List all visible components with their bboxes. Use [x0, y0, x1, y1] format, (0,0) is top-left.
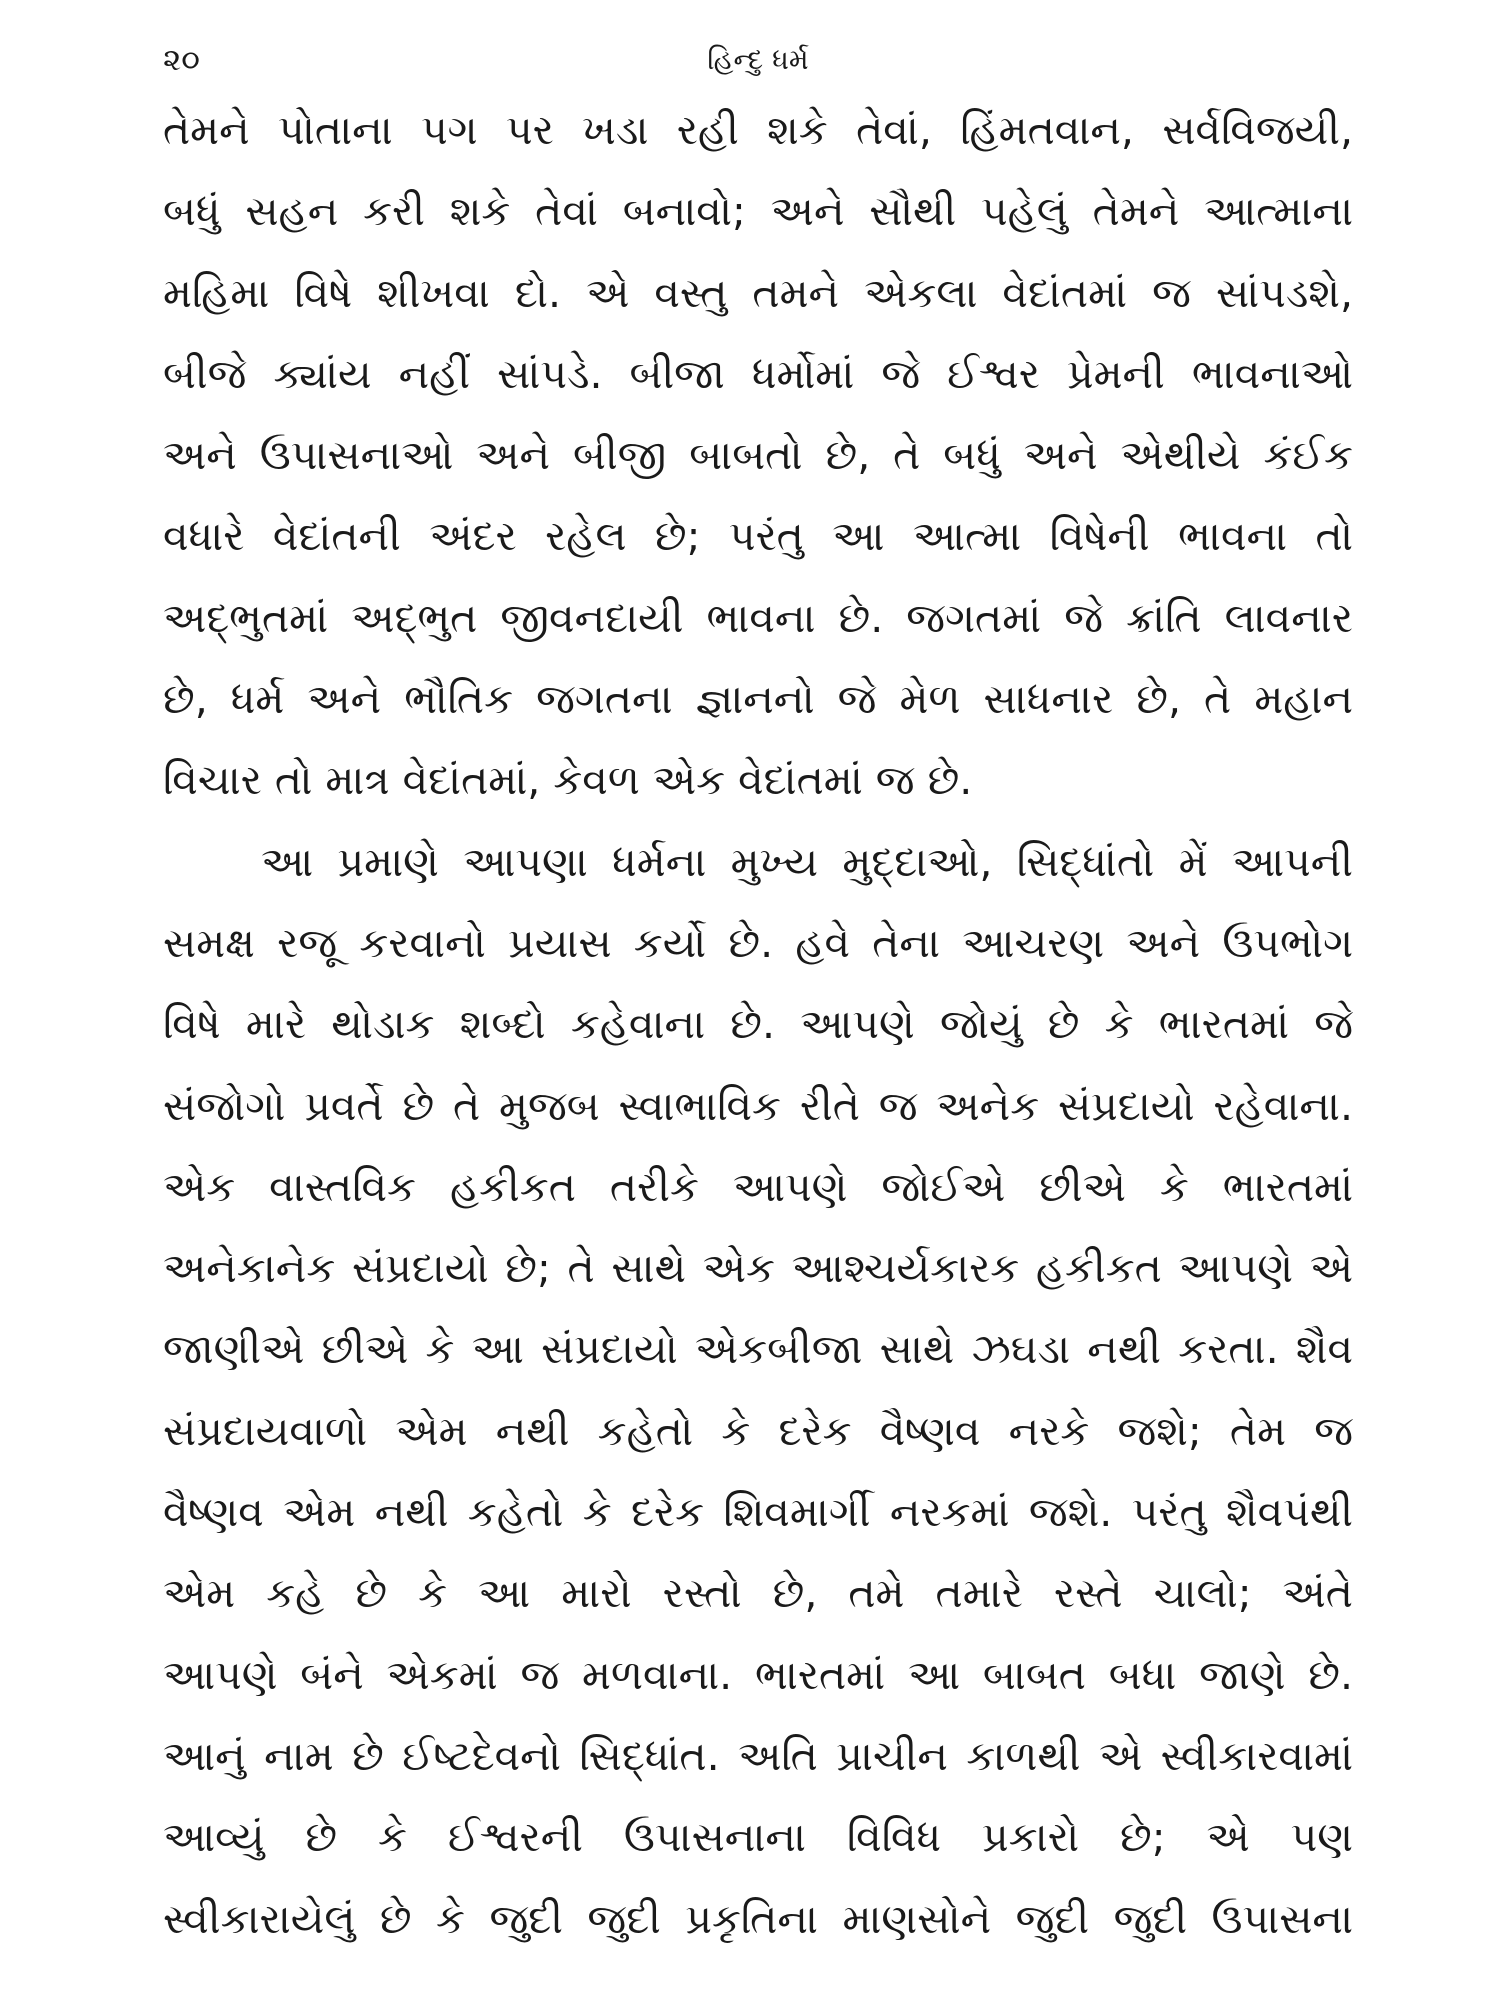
text-line: સમક્ષ રજૂ કરવાનો પ્રયાસ કર્યો છે. હવે તેના આચરણ અને ઉપભોગ: [163, 918, 1353, 967]
text-line: આવ્યું છે કે ઈશ્વરની ઉપાસનાના વિવિધ પ્રકારો છે; એ પણ: [163, 1813, 1353, 1862]
text-line: સ્વીકારાયેલું છે કે જુદી જુદી પ્રકૃતિના માણસોને જુદી જુદી ઉપાસના: [163, 1894, 1353, 1943]
text-line: મહિમા વિષે શીખવા દો. એ વસ્તુ તમને એકલા વેદાંતમાં જ સાંપડશે,: [163, 268, 1353, 317]
page-header: [163, 40, 1353, 80]
text-line: બીજે ક્યાંય નહીં સાંપડે. બીજા ધર્મોમાં જે ઈશ્વર પ્રેમની ભાવનાઓ: [163, 349, 1353, 398]
text-line: તેમને પોતાના પગ પર ખડા રહી શકે તેવાં, હિંમતવાન, સર્વવિજયી,: [163, 106, 1353, 154]
text-line: એક વાસ્તવિક હકીકત તરીકે આપણે જોઈએ છીએ કે ભારતમાં: [163, 1162, 1353, 1211]
body-text: [163, 90, 1353, 1960]
text-line: વિચાર તો માત્ર વેદાંતમાં, કેવળ એક વેદાંતમાં જ છે.: [163, 756, 973, 805]
text-line: અનેકાનેક સંપ્રદાયો છે; તે સાથે એક આશ્ચર્યકારક હકીકત આપણે એ: [163, 1244, 1353, 1293]
text-line: સંજોગો પ્રવર્તે છે તે મુજબ સ્વાભાવિક રીતે જ અનેક સંપ્રદાયો રહેવાના.: [163, 1081, 1353, 1130]
paragraph-1: [163, 90, 1353, 822]
running-title: હિન્દુ ધર્મ: [707, 43, 809, 76]
text-line: વિષે મારે થોડાક શબ્દો કહેવાના છે. આપણે જોયું છે કે ભારતમાં જે: [163, 1000, 1353, 1049]
text-line: સંપ્રદાયવાળો એમ નથી કહેતો કે દરેક વૈષ્ણવ નરકે જશે; તેમ જ: [163, 1406, 1353, 1455]
page-number: ૨૦: [163, 42, 200, 78]
text-line: બધું સહન કરી શકે તેવાં બનાવો; અને સૌથી પહેલું તેમને આત્માના: [163, 187, 1353, 236]
paragraph-2: [163, 822, 1353, 1960]
text-line: આ પ્રમાણે આપણા ધર્મના મુખ્ય મુદ્દાઓ, સિદ્ધાંતો મેં આપની: [261, 837, 1353, 886]
text-line: વધારે વેદાંતની અંદર રહેલ છે; પરંતુ આ આત્મા વિષેની ભાવના તો: [163, 512, 1353, 561]
text-line: આનું નામ છે ઈષ્ટદેવનો સિદ્ધાંત. અતિ પ્રાચીન કાળથી એ સ્વીકારવામાં: [163, 1731, 1353, 1780]
text-line: એમ કહે છે કે આ મારો રસ્તો છે, તમે તમારે રસ્તે ચાલો; અંતે: [163, 1569, 1353, 1618]
text-line: અને ઉપાસનાઓ અને બીજી બાબતો છે, તે બધું અને એથીયે કંઈક: [163, 431, 1353, 480]
text-line: વૈષ્ણવ એમ નથી કહેતો કે દરેક શિવમાર્ગી નરકમાં જશે. પરંતુ શૈવપંથી: [163, 1488, 1353, 1537]
text-line: છે, ધર્મ અને ભૌતિક જગતના જ્ઞાનનો જે મેળ સાધનાર છે, તે મહાન: [163, 675, 1353, 724]
text-line: અદ્‌ભુતમાં અદ્‌ભુત જીવનદાયી ભાવના છે. જગતમાં જે ક્રાંતિ લાવનાર: [163, 593, 1353, 642]
text-line: આપણે બંને એકમાં જ મળવાના. ભારતમાં આ બાબત બધા જાણે છે.: [163, 1650, 1353, 1699]
text-line: જાણીએ છીએ કે આ સંપ્રદાયો એકબીજા સાથે ઝઘડા નથી કરતા. શૈવ: [163, 1325, 1353, 1374]
